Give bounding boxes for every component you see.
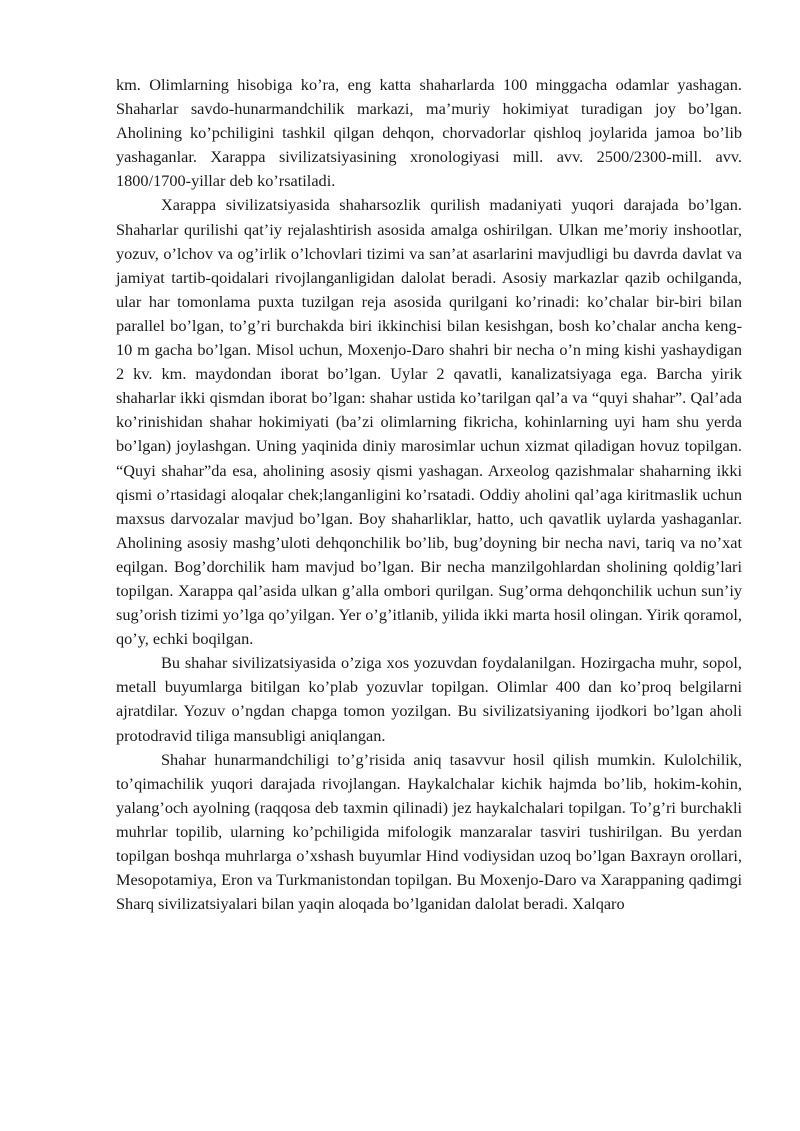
- document-page: [116, 73, 742, 916]
- paragraph-crafts: Shahar hunarmandchiligi to’g’risida aniq tasavvur hosil qilish mumkin. Kulolchilik, to’qimachilik yuqori darajada rivojlangan. Haykalchalar kichik hajmda bo’lib, hokim-kohin, yalang’och ayolning (raqqosa deb taxmin qilinadi) jez haykalchalari topilgan. To’g’ri burchakli muhrlar topilib, ularning ko’pchiligida mifologik manzaralar tasviri tushirilgan. Bu yerdan topilgan boshqa muhrlarga o’xshash buyumlar Hind vodiysidan uzoq bo’lgan Baxrayn orollari, Mesopotamiya, Eron va Turkmanistondan topilgan. Bu Moxenjo-Daro va Xarappaning qadimgi Sharq sivilizatsiyalari bilan yaqin aloqada bo’lganidan dalolat beradi. Xalqaro: [116, 749, 742, 914]
- paragraph-cities: km. Olimlarning hisobiga ko’ra, eng katta shaharlarda 100 minggacha odamlar yashagan. Shaharlar savdo-hunarmandchilik markazi, ma’muriy hokimiyat turadigan joy bo’lgan. Aholining ko’pchiligini tashkil qilgan dehqon, chorvadorlar qishloq joylarida jamoa bo’lib yashaganlar. Xarappa sivilizatsiyasining xronologiyasi mill. avv. 2500/2300-mill. avv. 1800/1700-yillar deb ko’rsatiladi.: [116, 75, 742, 191]
- paragraph-urban-planning: Xarappa sivilizatsiyasida shaharsozlik qurilish madaniyati yuqori darajada bo’lgan. Shaharlar qurilishi qat’iy rejalashtirish asosida amalga oshirilgan. Ulkan me’moriy inshootlar, yozuv, o’lchov va og’irlik o’lchovlari tizimi va san’at asarlarini mavjudligi bu davrda davlat va jamiyat tartib-qoidalari rivojlanganligidan dalolat beradi. Asosiy markazlar qazib ochilganda, ular har tomonlama puxta tuzilgan reja asosida qurilgani ko’rinadi: ko’chalar bir-biri bilan parallel bo’lgan, to’g’ri burchakda biri ikkinchisi bilan kesishgan, bosh ko’chalar ancha keng-10 m gacha bo’lgan. Misol uchun, Moxenjo-Daro shahri bir necha o’n ming kishi yashaydigan 2 kv. km. maydondan iborat bo’lgan. Uylar 2 qavatli, kanalizatsiyaga ega. Barcha yirik shaharlar ikki qismdan iborat bo’lgan: shahar ustida ko’tarilgan qal’a va “quyi shahar”. Qal’ada ko’rinishidan shahar hokimiyati (ba’zi olimlarning fikricha, kohinlarning uyi ham shu yerda bo’lgan) joylashgan. Uning yaqinida diniy marosimlar uchun xizmat qiladigan hovuz topilgan. “Quyi shahar”da esa, aholining asosiy qismi yashagan. Arxeolog qazishmalar shaharning ikki qismi o’rtasidagi aloqalar chek;langanligini ko’rsatadi. Oddiy aholini qal’aga kiritmaslik uchun maxsus darvozalar mavjud bo’lgan. Boy shaharliklar, hatto, uch qavatlik uylarda yashaganlar. Aholining asosiy mashg’uloti dehqonchilik bo’lib, bug’doyning bir necha navi, tariq va no’xat eqilgan. Bog’dorchilik ham mavjud bo’lgan. Bir necha manzilgohlardan sholining qoldig’lari topilgan. Xarappa qal’asida ulkan g’alla ombori qurilgan. Sug’orma dehqonchilik uchun sun’iy sug’orish tizimi yo’lga qo’yilgan. Yer o’g’itlanib, yilida ikki marta hosil olingan. Yirik qoramol, qo’y, echki boqilgan.: [116, 195, 742, 649]
- paragraph-writing: Bu shahar sivilizatsiyasida o’ziga xos yozuvdan foydalanilgan. Hozirgacha muhr, sopol, metall buyumlarga bitilgan ko’plab yozuvlar topilgan. Olimlar 400 dan ko’proq belgilarni ajratdilar. Yozuv o’ngdan chapga tomon yozilgan. Bu sivilizatsiyaning ijodkori bo’lgan aholi protodravid tiliga mansubligi aniqlangan.: [116, 653, 742, 745]
